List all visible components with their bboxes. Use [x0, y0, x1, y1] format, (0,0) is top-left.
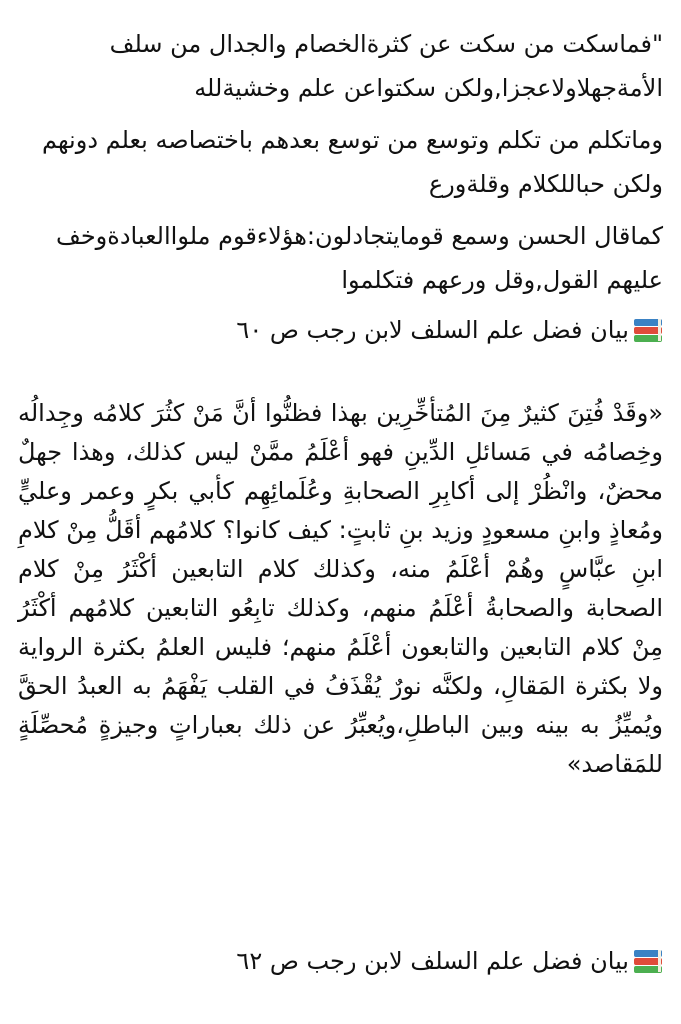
quote-paragraph: «وقَدْ فُتِنَ كثيرٌ مِنَ المُتأخِّرِين بهذا فظنُّوا أنَّ مَنْ كثُرَ كلامُه وجِدالُه وخِصامُه في مَسائلِ الدِّينِ فهو أعْلَمُ ممَّنْ ليس كذلك، وهذا جهلٌ محضٌ، وانْظُرْ إلى أكابِرِ الصحابةِ وعُلَمائِهِم كأبي بكرٍ وعمر وعليٍّ ومُعاذٍ وابنِ مسعودٍ وزيد بنِ ثابتٍ: كيف كانوا؟ كلامُهم أقَلُّ مِنْ كلامِ ابنِ عبَّاسٍ وهُمْ أعْلَمُ منه، وكذلك كلام التابعين أكْثَرُ مِنْ كلام الصحابة والصحابةُ أعْلَمُ منهم، وكذلك تابِعُو التابعين كلامُهم أكْثَرُ مِنْ كلام التابعين والتابعون أعْلَمُ منهم؛ فليس العلمُ بكثرة الرواية ولا بكثرة المَقالِ، ولكنَّه نورٌ يُقْذَفُ في القلب يَفْهَمُ به العبدُ الحقَّ ويُميِّزُ به بينه وبين الباطلِ،ويُعبِّرُ عن ذلك بعباراتٍ وجيزةٍ مُحصِّلَةٍ للمَقاصد»: [18, 399, 663, 778]
second-citation-text: بيان فضل علم السلف لابن رجب ص ٦٢: [236, 947, 629, 975]
paragraph-1: "فماسكت من سكت عن كثرةالخصام والجدال من سلف الأمةجهلاولاعجزا,ولكن سكتواعن علم وخشيةلله: [109, 30, 663, 102]
paragraph-2: وماتكلم من تكلم وتوسع من توسع بعدهم باختصاصه بعلم دونهم ولكن حباللكلام وقلةورع: [42, 126, 663, 198]
books-icon: [633, 948, 663, 974]
first-citation: [18, 310, 663, 350]
second-excerpt: [18, 394, 663, 784]
paragraph-3: كماقال الحسن وسمع قومايتجادلون:هؤلاءقوم ملواالعبادةوخف عليهم القول,وقل ورعهم فتكلموا: [56, 222, 663, 294]
second-citation: [18, 941, 663, 981]
first-excerpt: [18, 22, 663, 350]
first-citation-text: بيان فضل علم السلف لابن رجب ص ٦٠: [236, 316, 629, 344]
books-icon: [633, 317, 663, 343]
